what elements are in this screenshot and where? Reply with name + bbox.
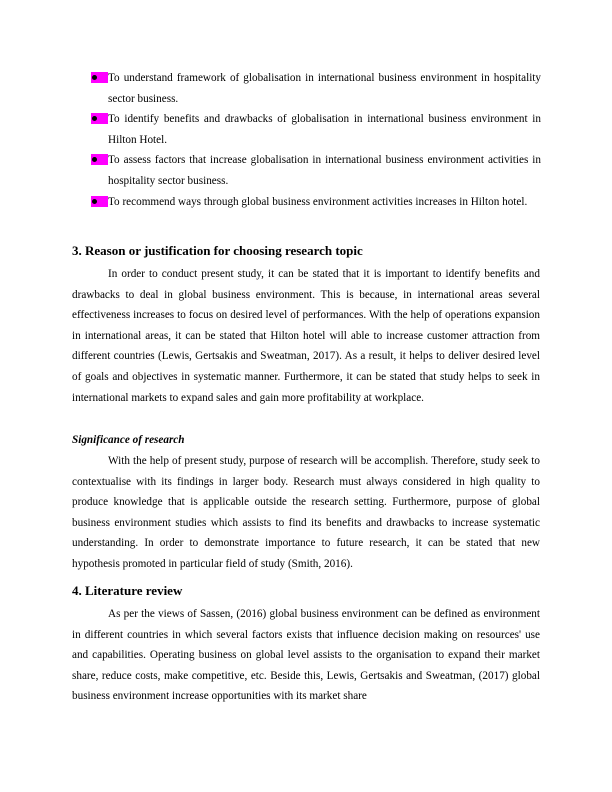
list-item [91,150,541,191]
significance-subheading: Significance of research [72,434,185,446]
objectives-list [91,68,541,212]
section4-heading: 4. Literature review [72,583,183,598]
bullet-highlight-icon [91,154,108,165]
objective-text: To recommend ways through global business environment activities increases in Hilton hotel. [108,195,528,208]
significance-paragraph: With the help of present study, purpose of research will be accomplish. Therefore, study seek to contextualise with its findings in larger body. Research must always considered in high quality to produce knowledge that is applicable outside the research setting. Furthermore, purpose of global business environment studies which assists to find its benefits and drawbacks to increase systematic understanding. In order to demonstrate importance to future research, it can be stated that new hypothesis promoted in particular field of study (Smith, 2016). [72,455,540,570]
list-item [91,109,541,150]
section4-paragraph: As per the views of Sassen, (2016) global business environment can be defined as environment in different countries in which several factors exists that influence decision making on resources' use and capabilities. Operating business on global level assists to the organisation to expand their market share, reduce costs, make competitive, etc. Beside this, Lewis, Gertsakis and Sweatman, (2017) global business environment increase opportunities with its market share [72,608,540,703]
bullet-highlight-icon [91,113,108,124]
list-item [91,192,541,213]
objective-text: To identify benefits and drawbacks of globalisation in international business environment in Hilton Hotel. [108,113,541,146]
list-item [91,68,541,109]
objective-text: To understand framework of globalisation in international business environment in hospitality sector business. [108,72,541,105]
bullet-highlight-icon [91,196,108,207]
bullet-highlight-icon [91,72,108,83]
section3-paragraph: In order to conduct present study, it can be stated that it is important to identify benefits and drawbacks to deal in global business environment. This is because, in international areas several effectiveness increases to focus on desired level of performances. With the help of operations expansion in international areas, it can be stated that Hilton hotel will able to increase customer attraction from different countries (Lewis, Gertsakis and Sweatman, 2017). As a result, it helps to deliver desired level of goals and objectives in systematic manner. Furthermore, it can be stated that study helps to seek in international markets to expand sales and gain more profitability at workplace. [72,268,540,404]
section3-heading: 3. Reason or justification for choosing research topic [72,243,363,258]
objective-text: To assess factors that increase globalisation in international business environment activities in hospitality sector business. [108,154,541,187]
